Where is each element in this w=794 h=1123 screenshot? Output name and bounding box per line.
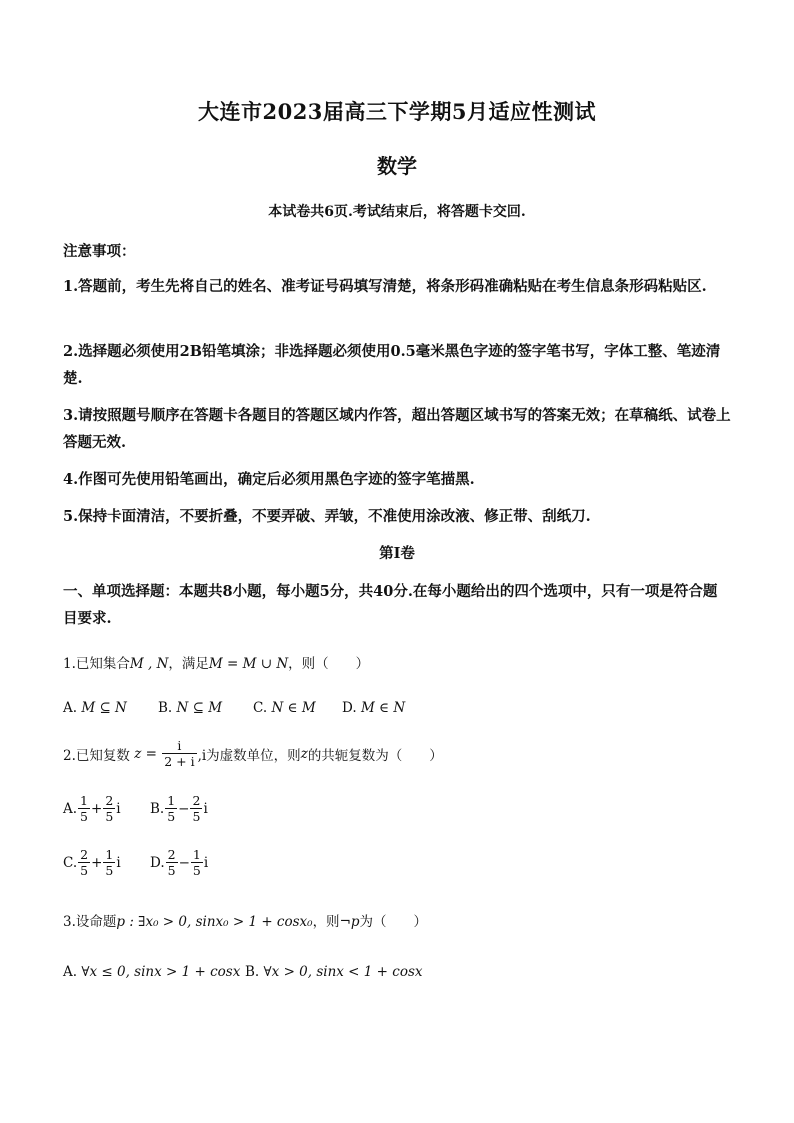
notice-item-5: 5.保持卡面清洁，不要折叠，不要弄破、弄皱，不准使用涂改液、修正带、刮纸刀. [63, 508, 591, 525]
q2-suffix1: ,i为虚数单位，则 [197, 747, 301, 764]
notice-heading: 注意事项： [63, 243, 136, 260]
q1-option-c: C. N ∈ M [253, 700, 316, 716]
q1-option-b: B. N ⊆ M [158, 700, 223, 716]
q3-negation: ¬p [339, 914, 360, 930]
subject-title: 数学 [377, 154, 417, 178]
notice-item-3: 3.请按照题号顺序在答题卡各题目的答题区域内作答，超出答题区域书写的答案无效；在草稿纸、试卷上答题无效. [63, 407, 731, 451]
q1-prefix: 1.已知集合 [63, 656, 130, 672]
q3-option-a: A. ∀x ≤ 0, sinx > 1 + cosx [63, 964, 241, 980]
q2-option-c: C. $\frac{2}{5}$ + $\frac{1}{5}$ i [63, 847, 121, 878]
section-heading: 一、单项选择题：本题共8小题，每小题5分，共40分.在每小题给出的四个选项中，只有一项是符合题目要求. [63, 583, 718, 627]
q3-prefix: 3.设命题 [63, 914, 117, 930]
q3-suffix-mid: ，则 [312, 914, 340, 930]
q2-option-b: B. $\frac{1}{5}$ − $\frac{2}{5}$ i [150, 793, 208, 824]
q3-option-b: B. ∀x > 0, sinx < 1 + cosx [245, 964, 423, 980]
q2-option-a: A. $\frac{1}{5}$ + $\frac{2}{5}$ i [63, 793, 121, 824]
q2-prefix: 2.已知复数 [63, 747, 130, 764]
question-3 [63, 910, 427, 930]
notice-item-1: 1.答题前，考生先将自己的姓名、准考证号码填写清楚，将条形码准确粘贴在考生信息条形码粘贴区. [63, 278, 707, 295]
q2-suffix2: 的共轭复数为（ ） [307, 747, 443, 764]
q2-fraction: $\frac{i}{2 + i}$ [164, 738, 195, 769]
q2-option-d: D. $\frac{2}{5}$ − $\frac{1}{5}$ i [150, 847, 209, 878]
q1-suffix: ，则（ ） [288, 656, 370, 672]
notice-item-2: 2.选择题必须使用2B铅笔填涂；非选择题必须使用0.5毫米黑色字迹的签字笔书写，字体工整、笔迹清楚. [63, 343, 721, 387]
notice-item-4: 4.作图可先使用铅笔画出，确定后必须用黑色字迹的签字笔描黑. [63, 471, 475, 488]
q1-sets: M , N [129, 656, 169, 672]
volume-title: 第I卷 [379, 545, 415, 562]
q3-proposition: p : ∃x₀ > 0, sinx₀ > 1 + cosx₀ [116, 914, 313, 930]
exam-title: 大连市2023届高三下学期5月适应性测试 [197, 99, 597, 124]
q3-suffix: 为（ ） [359, 914, 428, 930]
q1-condition: M = M ∪ N [208, 656, 289, 672]
question-2 [63, 738, 443, 769]
q2-z: z [300, 745, 308, 762]
q2-z-eq: z = [134, 745, 157, 762]
q1-option-d: D. M ∈ N [342, 700, 406, 716]
question-1 [63, 652, 369, 672]
q1-option-a: A. M ⊆ N [63, 700, 127, 716]
exam-intro: 本试卷共6页.考试结束后，将答题卡交回. [268, 204, 526, 220]
q1-mid: ，满足 [168, 656, 209, 672]
